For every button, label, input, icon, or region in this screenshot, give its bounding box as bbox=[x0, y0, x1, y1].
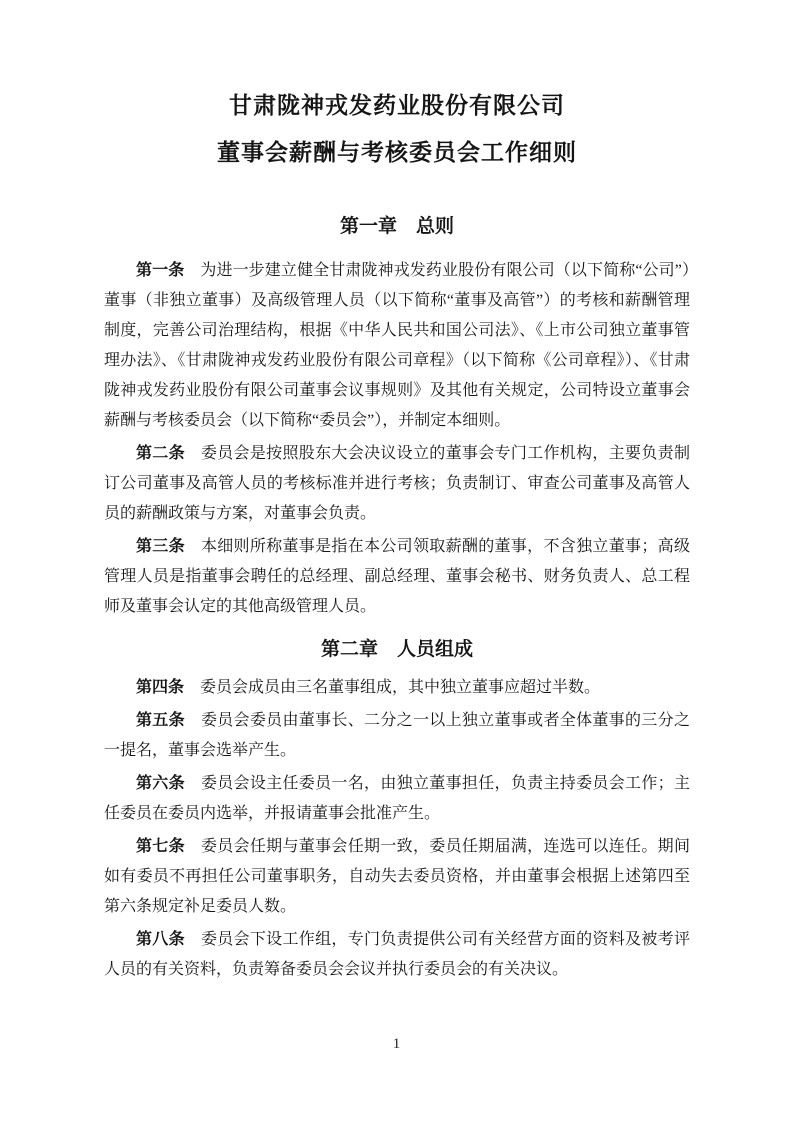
article-7 bbox=[104, 832, 690, 922]
article-3 bbox=[104, 532, 690, 622]
article-2-text: 委员会是按照股东大会决议设立的董事会专门工作机构，主要负责制订公司董事及高管人员的考核标准并进行考核；负责制订、审查公司董事及高管人员的薪酬政策与方案，对董事会负责。 bbox=[104, 445, 690, 522]
article-8-text: 委员会下设工作组，专门负责提供公司有关经营方面的资料及被考评人员的有关资料，负责筹备委员会会议并执行委员会的有关决议。 bbox=[104, 931, 690, 978]
article-4-text: 委员会成员由三名董事组成，其中独立董事应超过半数。 bbox=[200, 679, 601, 696]
article-5-text: 委员会委员由董事长、二分之一以上独立董事或者全体董事的三分之一提名，董事会选举产生。 bbox=[104, 712, 690, 759]
article-3-label: 第三条 bbox=[136, 538, 185, 555]
article-2 bbox=[104, 439, 690, 529]
article-6-label: 第六条 bbox=[136, 775, 185, 792]
document-title-line2: 董事会薪酬与考核委员会工作细则 bbox=[217, 140, 577, 165]
article-6 bbox=[104, 769, 690, 829]
article-6-text: 委员会设主任委员一名，由独立董事担任，负责主持委员会工作；主任委员在委员内选举，并报请董事会批准产生。 bbox=[104, 775, 690, 822]
document-title-line1: 甘肃陇神戎发药业股份有限公司 bbox=[229, 93, 565, 118]
article-2-label: 第二条 bbox=[136, 445, 185, 462]
article-4 bbox=[104, 673, 690, 703]
article-4-label: 第四条 bbox=[136, 679, 185, 696]
article-5-label: 第五条 bbox=[136, 712, 185, 729]
article-5 bbox=[104, 706, 690, 766]
article-3-text: 本细则所称董事是指在本公司领取薪酬的董事，不含独立董事；高级管理人员是指董事会聘任的总经理、副总经理、董事会秘书、财务负责人、总工程师及董事会认定的其他高级管理人员。 bbox=[104, 538, 690, 615]
article-1-text: 为进一步建立健全甘肃陇神戎发药业股份有限公司（以下简称“公司”）董事（非独立董事）及高级管理人员（以下简称“董事及高管”）的考核和薪酬管理制度，完善公司治理结构，根据《中华人民共和国公司法》、《上市公司独立董事管理办法》、《甘肃陇神戎发药业股份有限公司章程》（以下简称《公司章程》）、《甘肃陇神戎发药业股份有限公司董事会议事规则》及其他有关规定，公司特设立董事会薪酬与考核委员会（以下简称“委员会”），并制定本细则。 bbox=[104, 262, 690, 429]
article-7-label: 第七条 bbox=[136, 838, 185, 855]
article-1-label: 第一条 bbox=[136, 262, 185, 279]
article-1 bbox=[104, 256, 690, 436]
page-number: 1 bbox=[392, 1036, 401, 1052]
article-7-text: 委员会任期与董事会任期一致，委员任期届满，连选可以连任。期间如有委员不再担任公司董事职务，自动失去委员资格，并由董事会根据上述第四至第六条规定补足委员人数。 bbox=[104, 838, 690, 915]
chapter-1-heading: 第一章 总则 bbox=[339, 216, 454, 237]
article-8 bbox=[104, 925, 690, 985]
article-8-label: 第八条 bbox=[136, 931, 185, 948]
chapter-2-heading: 第二章 人员组成 bbox=[320, 639, 473, 660]
